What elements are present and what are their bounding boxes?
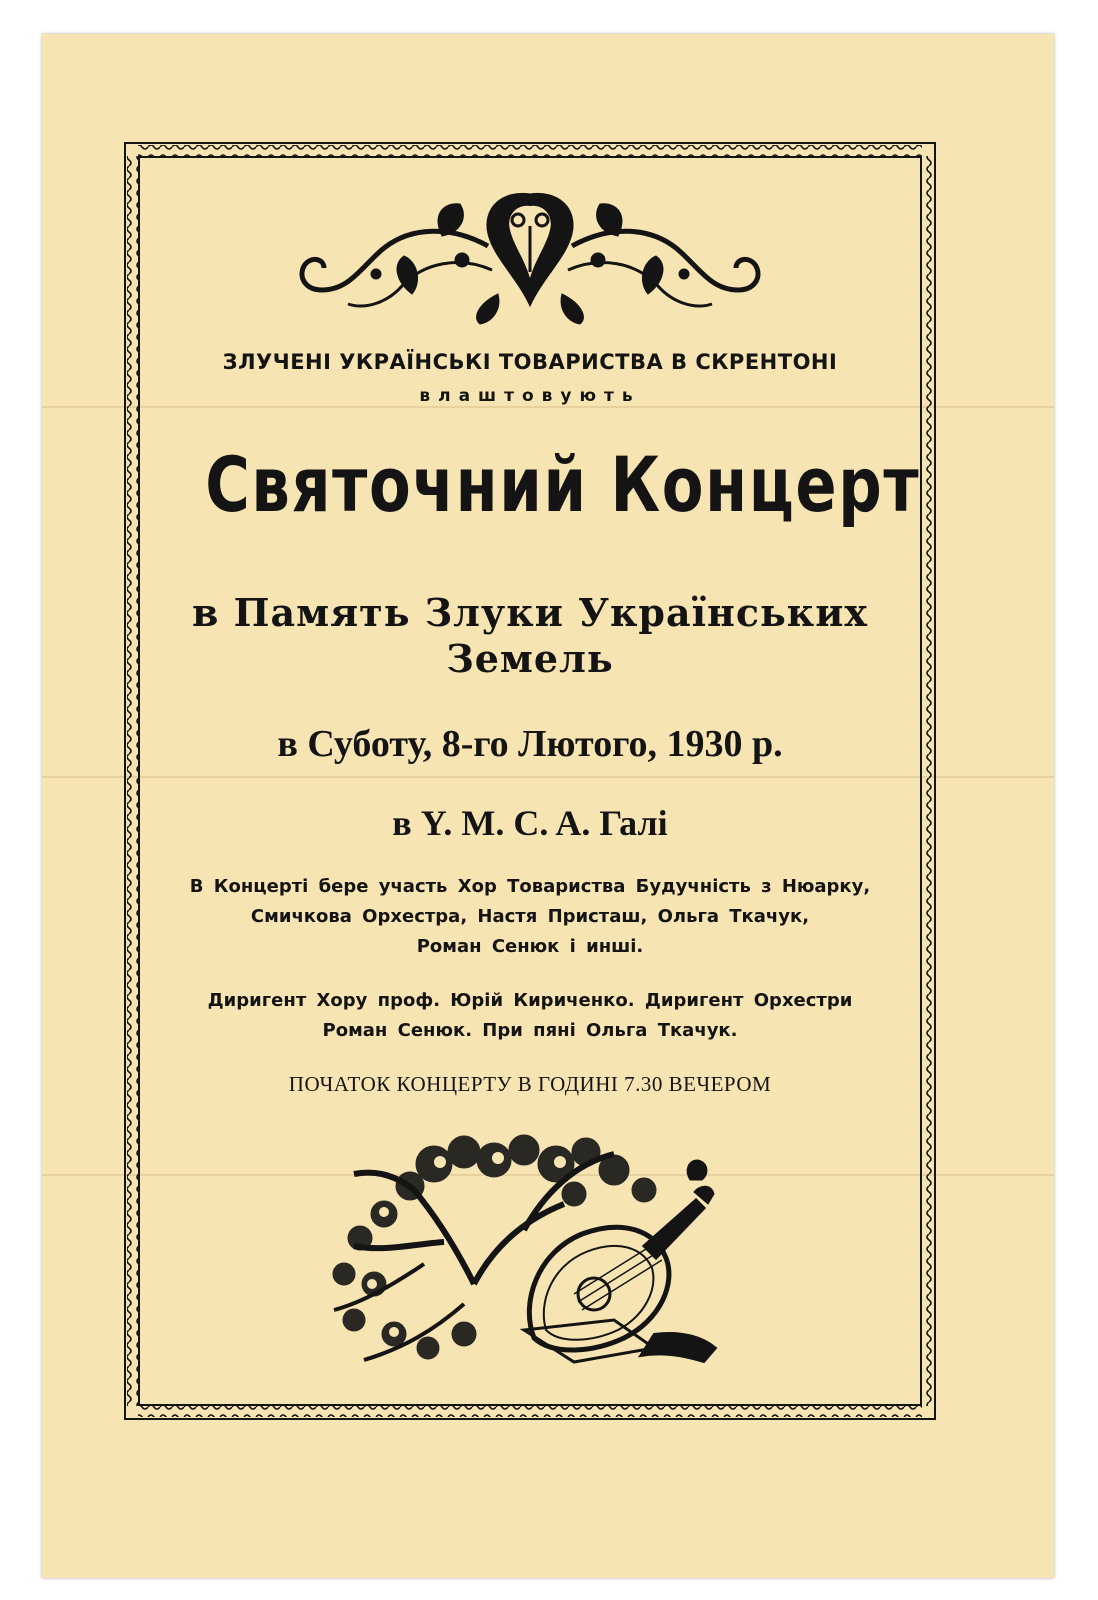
subtitle-line-1: в Память Злуки Українських: [191, 590, 869, 635]
conductors-line-2: Роман Сенюк. При пяні Ольга Ткачук.: [322, 1020, 738, 1041]
conductors-line-1: Диригент Хору проф. Юрій Кириченко. Диригент Орхестри: [207, 990, 853, 1011]
concert-title: Святочний Концерт: [205, 440, 921, 529]
poster-content: [124, 142, 936, 1420]
concert-venue: в Y. M. C. A. Галі: [392, 803, 668, 843]
subtitle-line-2: Земель: [446, 636, 614, 681]
participants-line-2: Смичкова Орхестра, Настя Присташ, Ольга Ткачук,: [250, 906, 810, 927]
floral-ornament-icon: [292, 186, 768, 326]
organizer-heading: ЗЛУЧЕНІ УКРАЇНСЬКІ ТОВАРИСТВА В СКРЕНТОНІ: [222, 350, 838, 374]
participants-line-3: Роман Сенюк і инші.: [416, 936, 644, 957]
participants-line-1: В Концерті бере участь Хор Товариства Будучність з Нюарку,: [189, 876, 871, 897]
arranges-text: влаштовують: [419, 386, 641, 406]
start-time-notice: ПОЧАТОК КОНЦЕРТУ В ГОДИНІ 7.30 ВЕЧЕРОМ: [288, 1072, 772, 1096]
kobza-tree-illustration-icon: [324, 1134, 736, 1370]
concert-date: в Суботу, 8-го Лютого, 1930 р.: [277, 723, 783, 765]
